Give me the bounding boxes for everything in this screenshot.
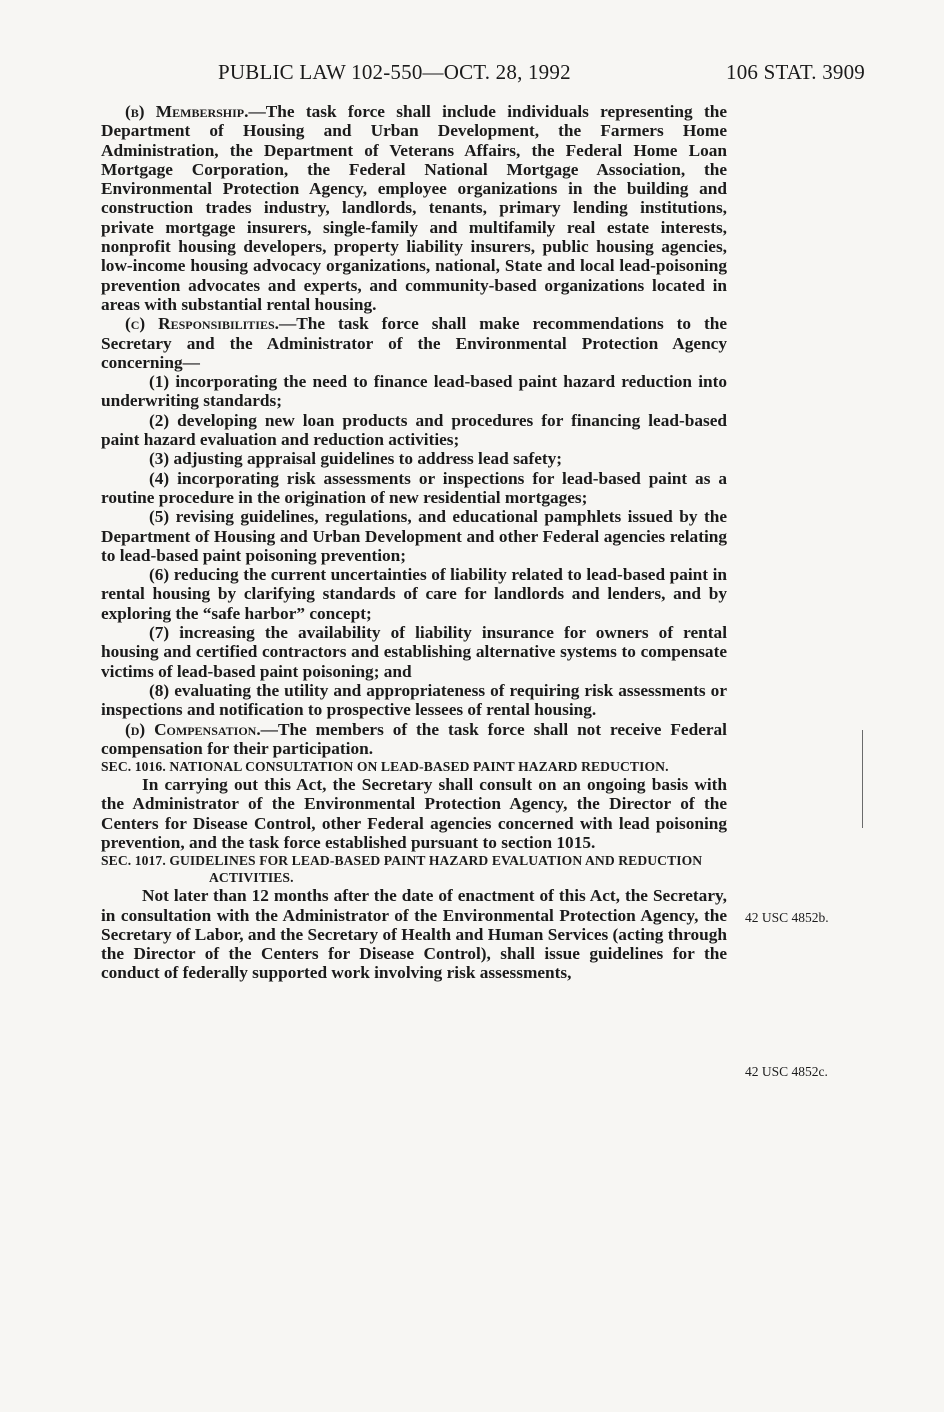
section-1016-text: In carrying out this Act, the Secretary shall consult on an ongoing basis with the Administrator of the Environmental Protection Agency, the Director of the Centers for Disease Control, other Federal agencies concerned with lead poisoning prevention, and the task force established pursuant to section 1015. <box>101 775 727 852</box>
membership-label: (b) Membership. <box>125 102 249 121</box>
page-header <box>100 60 865 90</box>
list-item: (7) increasing the availability of liability insurance for owners of rental housing and certified contractors and establishing alternative systems to compensate victims of lead-based paint poisoning; and <box>101 623 727 681</box>
list-item: (2) developing new loan products and procedures for financing lead-based paint hazard evaluation and reduction activities; <box>101 410 727 450</box>
list-item: (6) reducing the current uncertainties of liability related to lead-based paint in rental housing by clarifying standards of care for landlords and lenders, and by exploring the “safe harbor” concept; <box>101 565 727 623</box>
responsibilities-text: —The task force shall make recommendations to the Secretary and the Administrator of the Environmental Protection Agency concerning— <box>101 314 727 372</box>
compensation-paragraph <box>101 720 727 759</box>
list-item: (5) revising guidelines, regulations, and educational pamphlets issued by the Department of Housing and Urban Development and other Federal agencies relating to lead-based paint poisoning prevention; <box>101 507 727 565</box>
list-item: (8) evaluating the utility and appropriateness of requiring risk assessments or inspections and notification to prospective lessees of rental housing. <box>101 680 727 720</box>
responsibilities-label: (c) Responsibilities. <box>125 314 279 334</box>
responsibilities-paragraph <box>101 314 727 372</box>
change-bar <box>862 730 863 828</box>
list-item: (3) adjusting appraisal guidelines to address lead safety; <box>149 449 563 469</box>
margin-note-4852c: 42 USC 4852c. <box>745 1064 828 1079</box>
section-1016-heading: SEC. 1016. NATIONAL CONSULTATION ON LEAD-BASED PAINT HAZARD REDUCTION. <box>101 759 669 775</box>
membership-paragraph <box>101 102 727 314</box>
compensation-label: (d) Compensation. <box>125 719 261 739</box>
stat-reference: 106 STAT. 3909 <box>726 60 865 84</box>
section-1017-heading: SEC. 1017. GUIDELINES FOR LEAD-BASED PAINT HAZARD EVALUATION AND REDUCTION ACTIVITIES. <box>101 853 703 886</box>
membership-text: —The task force shall include individuals representing the Department of Housing and Urban Development, the Farmers Home Administration, the Department of Veterans Affairs, the Federal Home Loan Mortgage Corporation, the Federal National Mortgage Association, the Environmental Protection Agency, employee organizations in the building and construction trades industry, landlords, tenants, primary lending institutions, private mortgage insurers, single-family and multifamily real estate interests, nonprofit housing developers, property liability insurers, public housing agencies, low-income housing advocacy organizations, national, State and local lead-poisoning prevention advocates and experts, and community-based organizations located in areas with substantial rental housing. <box>101 102 728 314</box>
running-head: PUBLIC LAW 102-550—OCT. 28, 1992 <box>218 60 571 84</box>
list-item: (4) incorporating risk assessments or inspections for lead-based paint as a routine procedure in the origination of new residential mortgages; <box>101 468 727 507</box>
margin-note-4852b: 42 USC 4852b. <box>745 910 829 925</box>
section-1017-text: Not later than 12 months after the date of enactment of this Act, the Secretary, in consultation with the Administrator of the Environmental Protection Agency, the Secretary of Labor, and the Secretary of Health and Human Services (acting through the Director of the Centers for Disease Control), shall issue guidelines for the conduct of federally supported work involving risk assessments, <box>101 886 727 983</box>
compensation-text: —The members of the task force shall not receive Federal compensation for their participation. <box>101 719 727 758</box>
list-item: (1) incorporating the need to finance lead-based paint hazard reduction into underwriting standards; <box>101 372 727 411</box>
document-body <box>101 102 727 983</box>
